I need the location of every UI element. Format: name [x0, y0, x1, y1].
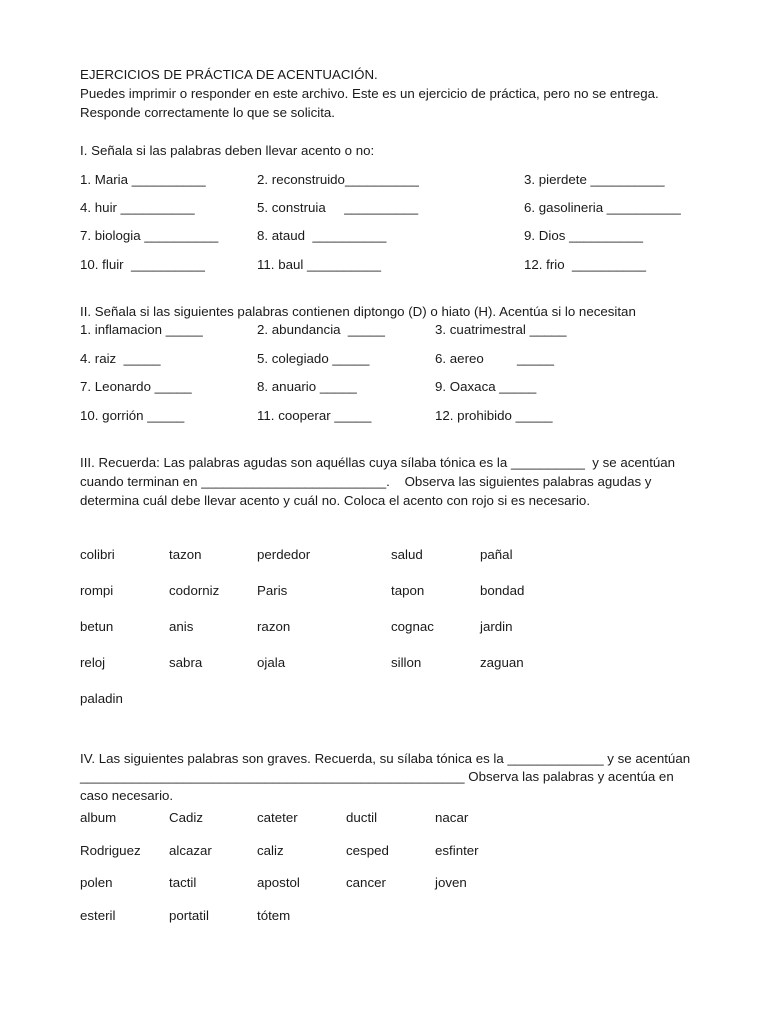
- word-item: rompi: [80, 583, 114, 598]
- instructions-line: Responde correctamente lo que se solicita.: [80, 105, 335, 120]
- word-item: cancer: [346, 875, 386, 890]
- exercise-item: 4. raiz _____: [80, 351, 161, 366]
- word-item: nacar: [435, 810, 469, 825]
- exercise-item: 10. fluir __________: [80, 257, 205, 272]
- word-item: razon: [257, 619, 291, 634]
- exercise-item: 1. Maria __________: [80, 172, 206, 187]
- word-item: pañal: [480, 547, 513, 562]
- word-item: Paris: [257, 583, 288, 598]
- exercise-item: 11. baul __________: [257, 257, 381, 272]
- section-3-intro: III. Recuerda: Las palabras agudas son aquéllas cuya sílaba tónica es la __________ y se acentúan: [80, 455, 676, 470]
- section-3-intro: cuando terminan en _________________________. Observa las siguientes palabras agudas y: [80, 474, 652, 489]
- word-item: salud: [391, 547, 423, 562]
- exercise-item: 8. anuario _____: [257, 379, 357, 394]
- word-item: jardin: [480, 619, 513, 634]
- word-item: alcazar: [169, 843, 212, 858]
- exercise-item: 1. inflamacion _____: [80, 322, 203, 337]
- word-item: esfinter: [435, 843, 479, 858]
- word-item: codorniz: [169, 583, 220, 598]
- exercise-item: 7. Leonardo _____: [80, 379, 192, 394]
- word-item: sillon: [391, 655, 422, 670]
- word-item: polen: [80, 875, 113, 890]
- word-item: perdedor: [257, 547, 311, 562]
- word-item: Cadiz: [169, 810, 203, 825]
- word-item: colibri: [80, 547, 115, 562]
- word-item: joven: [435, 875, 467, 890]
- word-item: sabra: [169, 655, 203, 670]
- word-item: anis: [169, 619, 194, 634]
- word-item: betun: [80, 619, 114, 634]
- exercise-item: 3. pierdete __________: [524, 172, 665, 187]
- word-item: apostol: [257, 875, 300, 890]
- word-item: ojala: [257, 655, 286, 670]
- exercise-item: 8. ataud __________: [257, 228, 387, 243]
- section-1-heading: I. Señala si las palabras deben llevar acento o no:: [80, 143, 375, 158]
- word-item: ductil: [346, 810, 378, 825]
- exercise-item: 11. cooperar _____: [257, 408, 372, 423]
- instructions-line: Puedes imprimir o responder en este archivo. Este es un ejercicio de práctica, pero no se entrega.: [80, 86, 659, 101]
- exercise-item: 10. gorrión _____: [80, 408, 185, 423]
- word-item: tazon: [169, 547, 202, 562]
- exercise-item: 2. reconstruido__________: [257, 172, 419, 187]
- exercise-item: 6. aereo _____: [435, 351, 555, 366]
- section-4-intro: IV. Las siguientes palabras son graves. Recuerda, su sílaba tónica es la _____________ y se acentúan: [80, 751, 691, 766]
- page-title: EJERCICIOS DE PRÁCTICA DE ACENTUACIÓN.: [80, 67, 378, 82]
- word-item: album: [80, 810, 117, 825]
- section-4-intro: ____________________________________________________ Observa las palabras y acentúa en: [80, 769, 674, 784]
- exercise-item: 4. huir __________: [80, 200, 195, 215]
- section-3-intro: determina cuál debe llevar acento y cuál no. Coloca el acento con rojo si es necesario.: [80, 493, 591, 508]
- exercise-item: 7. biologia __________: [80, 228, 219, 243]
- exercise-item: 12. frio __________: [524, 257, 646, 272]
- exercise-item: 9. Oaxaca _____: [435, 379, 537, 394]
- exercise-item: 5. construia __________: [257, 200, 419, 215]
- exercise-item: 6. gasolineria __________: [524, 200, 681, 215]
- exercise-item: 5. colegiado _____: [257, 351, 370, 366]
- exercise-item: 12. prohibido _____: [435, 408, 553, 423]
- exercise-item: 3. cuatrimestral _____: [435, 322, 567, 337]
- word-item: esteril: [80, 908, 116, 923]
- word-item: tótem: [257, 908, 291, 923]
- word-item: cateter: [257, 810, 298, 825]
- word-item: tapon: [391, 583, 425, 598]
- word-item: cesped: [346, 843, 389, 858]
- word-item: reloj: [80, 655, 106, 670]
- section-4-intro: caso necesario.: [80, 788, 174, 803]
- word-item: bondad: [480, 583, 525, 598]
- exercise-item: 2. abundancia _____: [257, 322, 385, 337]
- word-item: portatil: [169, 908, 209, 923]
- word-item: Rodriguez: [80, 843, 141, 858]
- word-item: paladin: [80, 691, 123, 706]
- word-item: cognac: [391, 619, 434, 634]
- word-item: zaguan: [480, 655, 524, 670]
- exercise-item: 9. Dios __________: [524, 228, 644, 243]
- word-item: tactil: [169, 875, 197, 890]
- section-2-heading: II. Señala si las siguientes palabras contienen diptongo (D) o hiato (H). Acentúa si lo necesitan: [80, 304, 636, 319]
- word-item: caliz: [257, 843, 284, 858]
